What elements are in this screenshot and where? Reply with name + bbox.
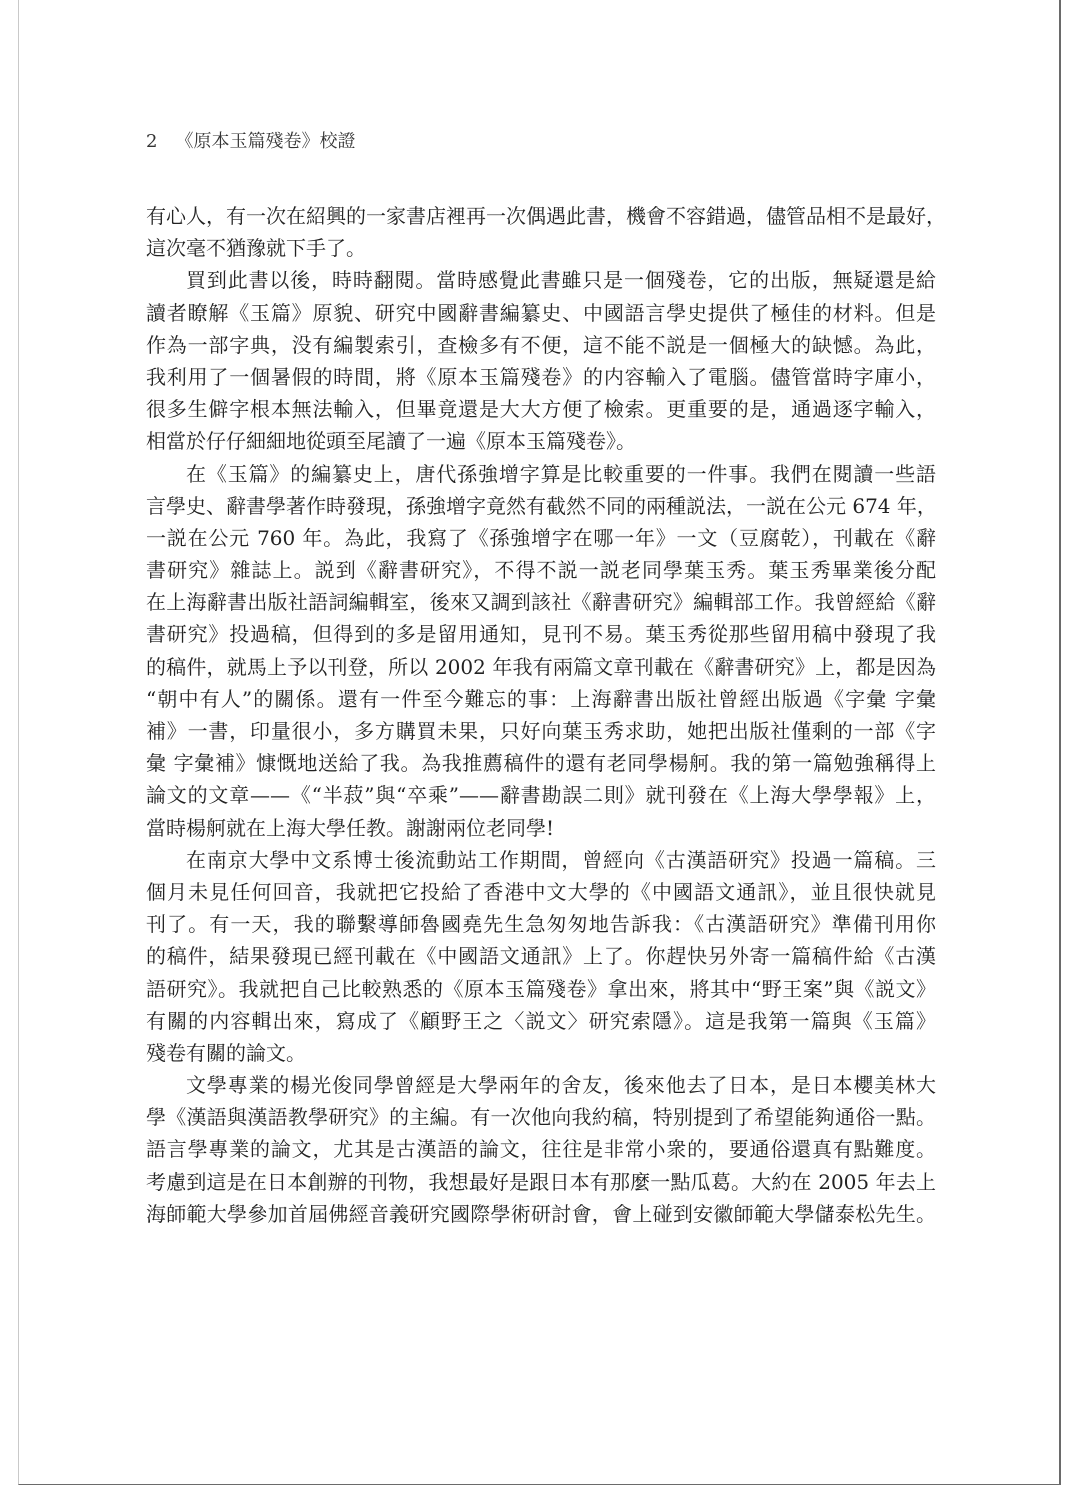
text-line: 刊了。有一天，我的聯繫導師魯國堯先生急匆匆地告訴我：《古漢語研究》準備刊用你 [146,912,936,937]
text-line: 有心人，有一次在紹興的一家書店裡再一次偶遇此書，機會不容錯過，儘管品相不是最好， [146,204,946,228]
text-line: 一説在公元 760 年。為此，我寫了《孫強增字在哪一年》一文（豆腐乾），刊載在《辭 [146,525,936,550]
text-line: 的稿件，就馬上予以刊登，所以 2002 年我有兩篇文章刊載在《辭書研究》上，都是因為 [146,654,936,679]
paragraph-3 [146,458,936,844]
text-line: 海師範大學參加首屆佛經音義研究國際學術研討會，會上碰到安徽師範大學儲泰松先生。 [146,1201,936,1226]
body-text [146,200,946,1230]
text-line: 言學史、辭書學著作時發現，孫強增字竟然有截然不同的兩種説法，一説在公元 674 年， [146,493,937,518]
text-line: 這次毫不猶豫就下手了。 [146,236,366,261]
text-line: 相當於仔仔細細地從頭至尾讀了一遍《原本玉篇殘卷》。 [146,429,636,454]
text-line: 考慮到這是在日本創辦的刊物，我想最好是跟日本有那麼一點瓜葛。大約在 2005 年去上 [146,1169,936,1194]
paragraph-5 [146,1069,936,1230]
text-line: 補》一書，印量很小，多方購買未果，只好向葉玉秀求助，她把出版社僅剩的一部《字 [146,719,936,743]
text-line: 當時楊舸就在上海大學任教。謝謝兩位老同學! [146,815,555,840]
book-title: 《原本玉篇殘卷》校證 [175,131,356,152]
text-line: 買到此書以後，時時翻閱。當時感覺此書雖只是一個殘卷，它的出版，無疑還是給 [186,268,936,293]
text-line: 在《玉篇》的編纂史上，唐代孫強增字算是比較重要的一件事。我們在閱讀一些語 [186,461,936,486]
text-line: 論文的文章——《“半菽”與“卒乘”——辭書勘誤二則》就刊發在《上海大學學報》上， [146,783,936,808]
text-line: 個月未見任何回音，我就把它投給了香港中文大學的《中國語文通訊》，並且很快就見 [146,879,936,904]
paragraph-4 [146,844,936,1069]
text-line: 彙 字彙補》慷慨地送給了我。為我推薦稿件的還有老同學楊舸。我的第一篇勉強稱得上 [146,751,936,776]
running-head [146,128,355,156]
text-line: 作為一部字典，没有編製索引，查檢多有不便，這不能不説是一個極大的缺憾。為此， [146,332,936,357]
text-line: 學《漢語與漢語教學研究》的主編。有一次他向我約稿，特别提到了希望能夠通俗一點。 [146,1105,936,1130]
text-line: 語研究》。我就把自己比較熟悉的《原本玉篇殘卷》拿出來，將其中“野王案”與《説文》 [146,976,936,1001]
paragraph-2 [146,264,936,457]
text-line: 殘卷有關的論文。 [146,1040,306,1065]
page-number: 2 [146,131,158,152]
paragraph-1 [146,200,946,264]
text-line: 很多生僻字根本無法輸入，但畢竟還是大大方便了檢索。更重要的是，通過逐字輸入， [146,397,936,422]
text-line: 我利用了一個暑假的時間，將《原本玉篇殘卷》的内容輸入了電腦。儘管當時字庫小， [146,364,936,389]
text-line: 文學專業的楊光俊同學曾經是大學兩年的舍友，後來他去了日本，是日本櫻美林大 [186,1073,936,1098]
text-line: 在南京大學中文系博士後流動站工作期間，曾經向《古漢語研究》投過一篇稿。三 [186,847,936,872]
text-line: 的稿件，結果發現已經刊載在《中國語文通訊》上了。你趕快另外寄一篇稿件給《古漢 [146,944,936,969]
text-line: 在上海辭書出版社語詞編輯室，後來又調到該社《辭書研究》編輯部工作。我曾經給《辭 [146,590,936,615]
text-line: 書研究》投過稿，但得到的多是留用通知，見刊不易。葉玉秀從那些留用稿中發現了我 [146,622,936,647]
text-line: 讀者瞭解《玉篇》原貌、研究中國辭書編纂史、中國語言學史提供了極佳的材料。但是 [146,300,936,325]
text-line: 語言學專業的論文，尤其是古漢語的論文，往往是非常小衆的，要通俗還真有點難度。 [146,1137,936,1162]
text-line: “朝中有人”的關係。還有一件至今難忘的事：上海辭書出版社曾經出版過《字彙 字彙 [146,686,936,711]
text-line: 有關的内容輯出來，寫成了《顧野王之〈説文〉研究索隱》。這是我第一篇與《玉篇》 [146,1008,936,1033]
text-line: 書研究》雜誌上。説到《辭書研究》，不得不説一説老同學葉玉秀。葉玉秀畢業後分配 [146,558,936,583]
